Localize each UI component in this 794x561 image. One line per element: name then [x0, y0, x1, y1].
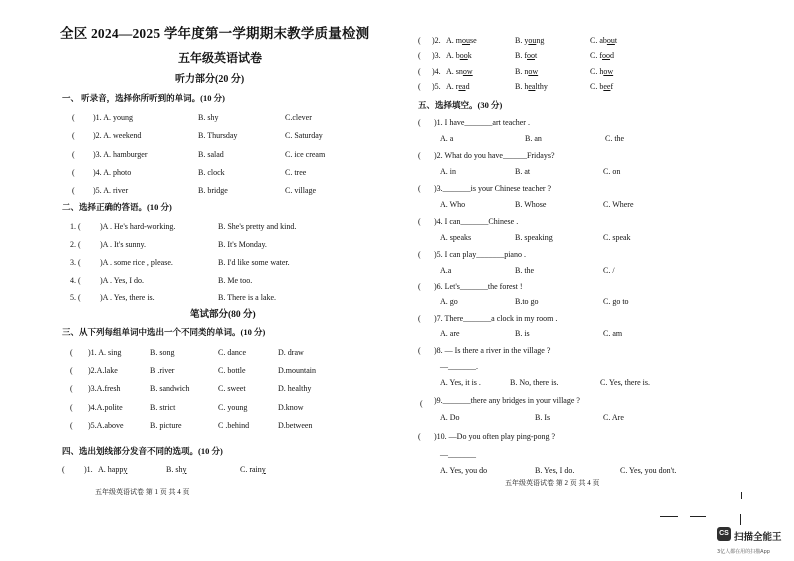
option-b: B. No, there is. [510, 378, 559, 387]
answer-paren: ( [418, 282, 421, 291]
option-a: A. Who [440, 200, 466, 209]
option-b: B. clock [198, 168, 225, 177]
answer-paren: ( [70, 348, 73, 357]
answer-paren: ( [418, 51, 421, 60]
section5-question [0, 216, 794, 227]
option-a: )A . some rice , please. [100, 258, 173, 267]
section4-item [0, 50, 794, 61]
option-c: C .behind [218, 421, 250, 430]
option-b: B. young [515, 36, 545, 45]
option-a: A. a [440, 134, 454, 143]
option-b: B. now [515, 67, 539, 76]
section5-options [0, 232, 794, 243]
question-number: 1. ( [70, 222, 81, 231]
option-a: )3.A.fresh [88, 384, 121, 393]
section5-options [0, 166, 794, 177]
option-c: C. young [218, 403, 248, 412]
answer-paren: ( [72, 113, 75, 122]
question-number: )4. [432, 67, 441, 76]
option-c: C. rainy [240, 465, 266, 474]
option-a: A. mouse [446, 36, 477, 45]
question-text: )5. I can play_______piano . [434, 250, 526, 259]
option-a: )2. A. weekend [93, 131, 142, 140]
answer-paren: ( [70, 366, 73, 375]
option-a: )1. A. sing [88, 348, 122, 357]
answer-paren: ( [418, 314, 421, 323]
camscanner-name: 扫描全能王 [734, 532, 782, 543]
option-b: B. Whose [515, 200, 547, 209]
option-b: B. song [150, 348, 175, 357]
option-a: A. are [440, 329, 460, 338]
option-c: C. village [285, 186, 317, 195]
question-number: )5. [432, 82, 441, 91]
option-a: )4. A. photo [93, 168, 132, 177]
section5-options [0, 465, 794, 476]
question-text: )2. What do you have______Fridays? [434, 151, 555, 160]
section5-question [0, 431, 794, 442]
section5-options [0, 412, 794, 423]
exam-title: 全区 2024—2025 学年度第一学期期末教学质量检测 [60, 26, 370, 41]
section5-question [0, 117, 794, 128]
section5-options [0, 328, 794, 339]
listening-heading: 听力部分(20 分) [175, 74, 245, 85]
question-number: )1. [84, 465, 93, 474]
answer-paren: ( [418, 184, 421, 193]
option-b: B. sandwich [150, 384, 190, 393]
option-b: B. She's pretty and kind. [218, 222, 297, 231]
option-a: A. Yes, it is . [440, 378, 481, 387]
question-text: )7. There_______a clock in my room . [434, 314, 558, 323]
option-a: A. Yes, you do [440, 466, 488, 475]
camscanner-tagline: 3亿人都在用的扫描App [717, 549, 770, 555]
scan-mark [660, 516, 678, 517]
section5-heading: 五、选择填空。(30 分) [418, 100, 503, 110]
answer-paren: ( [418, 36, 421, 45]
section5-options [0, 199, 794, 210]
section4-heading: 四、选出划线部分发音不同的选项。(10 分) [62, 446, 223, 456]
option-a: )5. A. river [93, 186, 129, 195]
scan-mark [740, 514, 741, 525]
question-number: 5. ( [70, 293, 81, 302]
option-c: C.clever [285, 113, 312, 122]
answer-paren: ( [418, 118, 421, 127]
option-b: B. an [525, 134, 542, 143]
question-number: 3. ( [70, 258, 81, 267]
option-b: B. the [515, 266, 535, 275]
option-d: D. healthy [278, 384, 312, 393]
option-b: B. strict [150, 403, 176, 412]
option-c: C. about [590, 36, 618, 45]
answer-paren: ( [418, 346, 421, 355]
option-c: C. on [603, 167, 621, 176]
section4-item [0, 66, 794, 77]
answer-paren: ( [420, 399, 423, 408]
section5-question [0, 281, 794, 292]
written-heading: 笔试部分(80 分) [190, 310, 256, 320]
answer-paren: ( [72, 168, 75, 177]
section5-question [0, 313, 794, 324]
option-a: )5.A.above [88, 421, 124, 430]
option-b: B. shy [198, 113, 219, 122]
option-b: B .river [150, 366, 175, 375]
option-b: B. bridge [198, 186, 228, 195]
section5-options [0, 296, 794, 307]
scan-mark [741, 492, 742, 499]
option-b: B. It's Monday. [218, 240, 267, 249]
option-a: A. speaks [440, 233, 472, 242]
option-c: C. beef [590, 82, 614, 91]
option-a: )A . Yes, there is. [100, 293, 155, 302]
option-c: C. Where [603, 200, 634, 209]
answer-paren: ( [72, 131, 75, 140]
section4-item [0, 35, 794, 46]
section5-question [0, 395, 794, 406]
option-a: A. book [446, 51, 472, 60]
option-a: A. Do [440, 413, 460, 422]
section5-question [0, 345, 794, 356]
option-c: C. ice cream [285, 150, 326, 159]
question-number: 2. ( [70, 240, 81, 249]
section5-options [0, 377, 794, 388]
answer-paren: ( [70, 421, 73, 430]
page1-footer: 五年级英语试卷 第 1 页 共 4 页 [95, 488, 190, 496]
option-b: B. Thursday [198, 131, 238, 140]
option-a: A. in [440, 167, 456, 176]
answer-paren: ( [70, 403, 73, 412]
option-c: C. how [590, 67, 614, 76]
answer-blank: —_______ [440, 450, 476, 459]
question-number: 4. ( [70, 276, 81, 285]
answer-paren: ( [418, 82, 421, 91]
camscanner-logo-icon: CS [717, 527, 731, 541]
option-c: C. food [590, 51, 615, 60]
answer-paren: ( [72, 186, 75, 195]
section5-question [0, 249, 794, 260]
option-b: B. shy [166, 465, 187, 474]
answer-paren: ( [418, 217, 421, 226]
option-c: C. Yes, there is. [600, 378, 651, 387]
section5-answer-line [0, 446, 794, 460]
option-d: D.mountain [278, 366, 316, 375]
exam-subtitle: 五年级英语试卷 [178, 51, 263, 65]
option-b: B. There is a lake. [218, 293, 277, 302]
option-a: )A . It's sunny. [100, 240, 147, 249]
section5-question [0, 183, 794, 194]
question-text: )6. Let's_______the forest ! [434, 282, 523, 291]
option-b: B. foot [515, 51, 538, 60]
option-b: B. healthy [515, 82, 548, 91]
answer-paren: ( [418, 250, 421, 259]
option-a: )4.A.polite [88, 403, 123, 412]
option-a: A.a [440, 266, 452, 275]
option-c: C. dance [218, 348, 246, 357]
option-c: C. the [605, 134, 625, 143]
option-a: A. go [440, 297, 458, 306]
option-b: B. salad [198, 150, 224, 159]
option-b: B. speaking [515, 233, 553, 242]
option-b: B. at [515, 167, 531, 176]
section5-options [0, 133, 794, 144]
option-c: C. Saturday [285, 131, 323, 140]
option-a: )A . Yes, I do. [100, 276, 145, 285]
option-b: B. is [515, 329, 530, 338]
option-d: D.know [278, 403, 304, 412]
section4-item [0, 81, 794, 92]
section5-question [0, 150, 794, 161]
answer-paren: ( [70, 384, 73, 393]
option-b: B. Is [535, 413, 551, 422]
scan-mark [690, 516, 706, 517]
section5-options [0, 265, 794, 276]
answer-paren: ( [418, 67, 421, 76]
answer-paren: ( [72, 150, 75, 159]
option-c: C. am [603, 329, 623, 338]
option-d: D. draw [278, 348, 304, 357]
option-b: B. I'd like some water. [218, 258, 290, 267]
question-number: )3. [432, 51, 441, 60]
answer-paren: ( [418, 151, 421, 160]
option-a: )1. A. young [93, 113, 133, 122]
option-b: B. Me too. [218, 276, 253, 285]
answer-blank: —_______. [440, 362, 478, 371]
option-d: D.between [278, 421, 313, 430]
section2-heading: 二、选择正确的答语。(10 分) [62, 202, 172, 212]
question-text: )8. — Is there a river in the village ? [434, 346, 551, 355]
section3-heading: 三、从下列每组单词中选出一个不同类的单词。(10 分) [62, 327, 266, 337]
question-text: )10. —Do you often play ping-pong ? [434, 432, 556, 441]
option-a: )A . He's hard-working. [100, 222, 176, 231]
option-a: A. happy [98, 465, 128, 474]
question-text: )3._______is your Chinese teacher ? [434, 184, 552, 193]
option-c: C. go to [603, 297, 629, 306]
question-text: )1. I have_______art teacher . [434, 118, 530, 127]
option-b: B. picture [150, 421, 182, 430]
option-c: C. bottle [218, 366, 246, 375]
option-c: C. speak [603, 233, 631, 242]
option-c: C. Yes, you don't. [620, 466, 677, 475]
option-b: B. Yes, I do. [535, 466, 575, 475]
question-number: )2. [432, 36, 441, 45]
answer-paren: ( [62, 465, 65, 474]
section1-heading: 一、 听录音，选择你所听到的单词。(10 分) [62, 93, 225, 103]
option-a: A. read [446, 82, 470, 91]
question-text: )4. I can_______Chinese . [434, 217, 519, 226]
option-c: C. tree [285, 168, 307, 177]
answer-paren: ( [418, 432, 421, 441]
option-c: C. sweet [218, 384, 246, 393]
section5-answer-line [0, 361, 794, 372]
option-b: B.to go [515, 297, 539, 306]
option-a: )3. A. hamburger [93, 150, 148, 159]
page2-footer: 五年级英语试卷 第 2 页 共 4 页 [505, 479, 600, 487]
option-c: C. Are [603, 413, 624, 422]
option-a: )2.A.lake [88, 366, 118, 375]
question-text: )9._______there any bridges in your village ? [434, 396, 580, 405]
option-a: A. snow [446, 67, 473, 76]
option-c: C. / [603, 266, 615, 275]
